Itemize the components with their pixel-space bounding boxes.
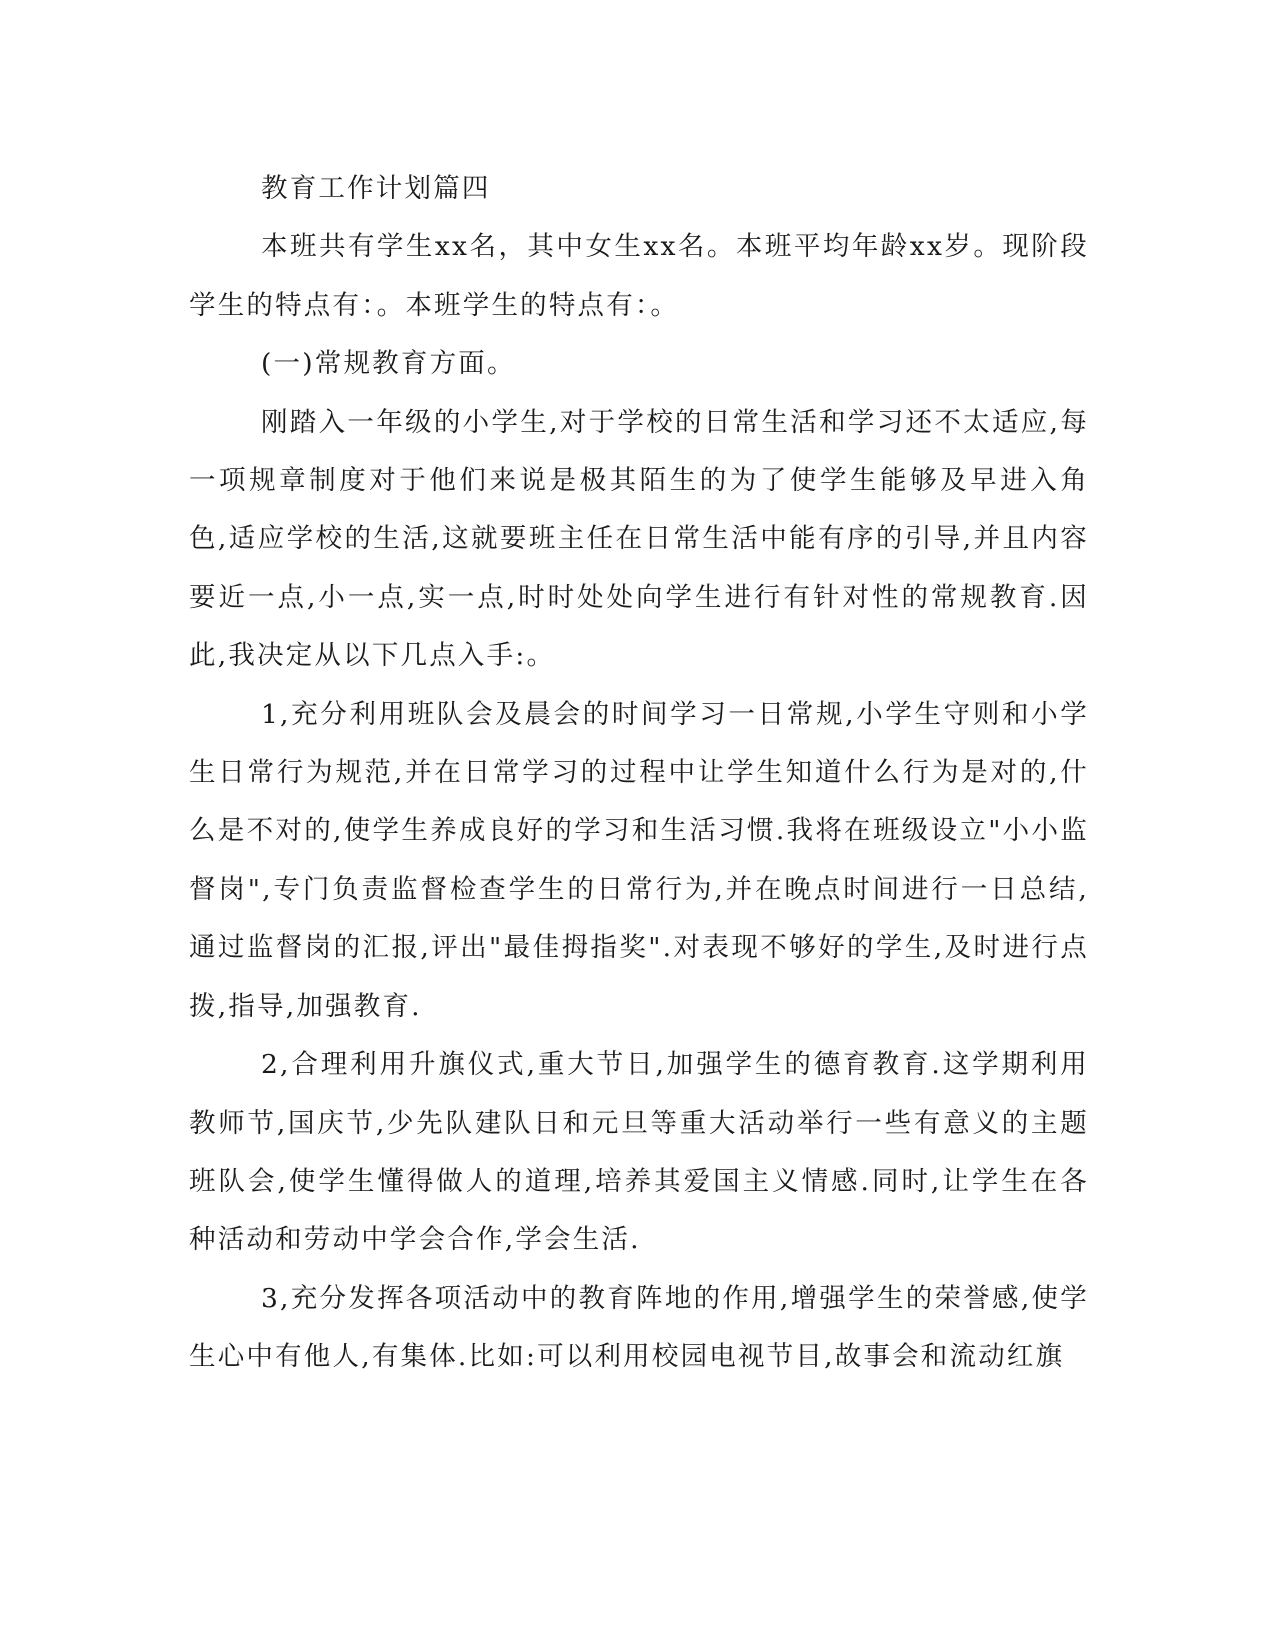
paragraph-intro: 刚踏入一年级的小学生,对于学校的日常生活和学习还不太适应,每一项规章制度对于他们来说是极其陌生的为了使学生能够及早进入角色,适应学校的生活,这就要班主任在日常生活中能有序的引导,并且内容要近一点,小一点,实一点,时时处处向学生进行有针对性的常规教育.因此,我决定从以下几点入手:。 — [189, 406, 1089, 672]
paragraph-class-overview: 本班共有学生xx名，其中女生xx名。本班平均年龄xx岁。现阶段学生的特点有：。本班学生的特点有：。 — [189, 231, 1089, 321]
document-title: 教育工作计划篇四 — [261, 173, 491, 204]
paragraph-item-1: 1,充分利用班队会及晨会的时间学习一日常规,小学生守则和小学生日常行为规范,并在日常学习的过程中让学生知道什么行为是对的,什么是不对的,使学生养成良好的学习和生活习惯.我将在班级设立"小小监督岗",专门负责监督检查学生的日常行为,并在晚点时间进行一日总结,通过监督岗的汇报,评出"最佳拇指奖".对表现不够好的学生,及时进行点拨,指导,加强教育. — [189, 698, 1089, 1022]
paragraph-item-3: 3,充分发挥各项活动中的教育阵地的作用,增强学生的荣誉感,使学生心中有他人,有集体.比如:可以利用校园电视节目,故事会和流动红旗 — [189, 1282, 1089, 1373]
document-body — [189, 160, 1089, 1387]
section-heading-routine-education: (一)常规教育方面。 — [261, 348, 516, 380]
paragraph-item-2: 2,合理利用升旗仪式,重大节日,加强学生的德育教育.这学期利用教师节,国庆节,少先队建队日和元旦等重大活动举行一些有意义的主题班队会,使学生懂得做人的道理,培养其爱国主义情感.同时,让学生在各种活动和劳动中学会合作,学会生活. — [189, 1049, 1089, 1256]
